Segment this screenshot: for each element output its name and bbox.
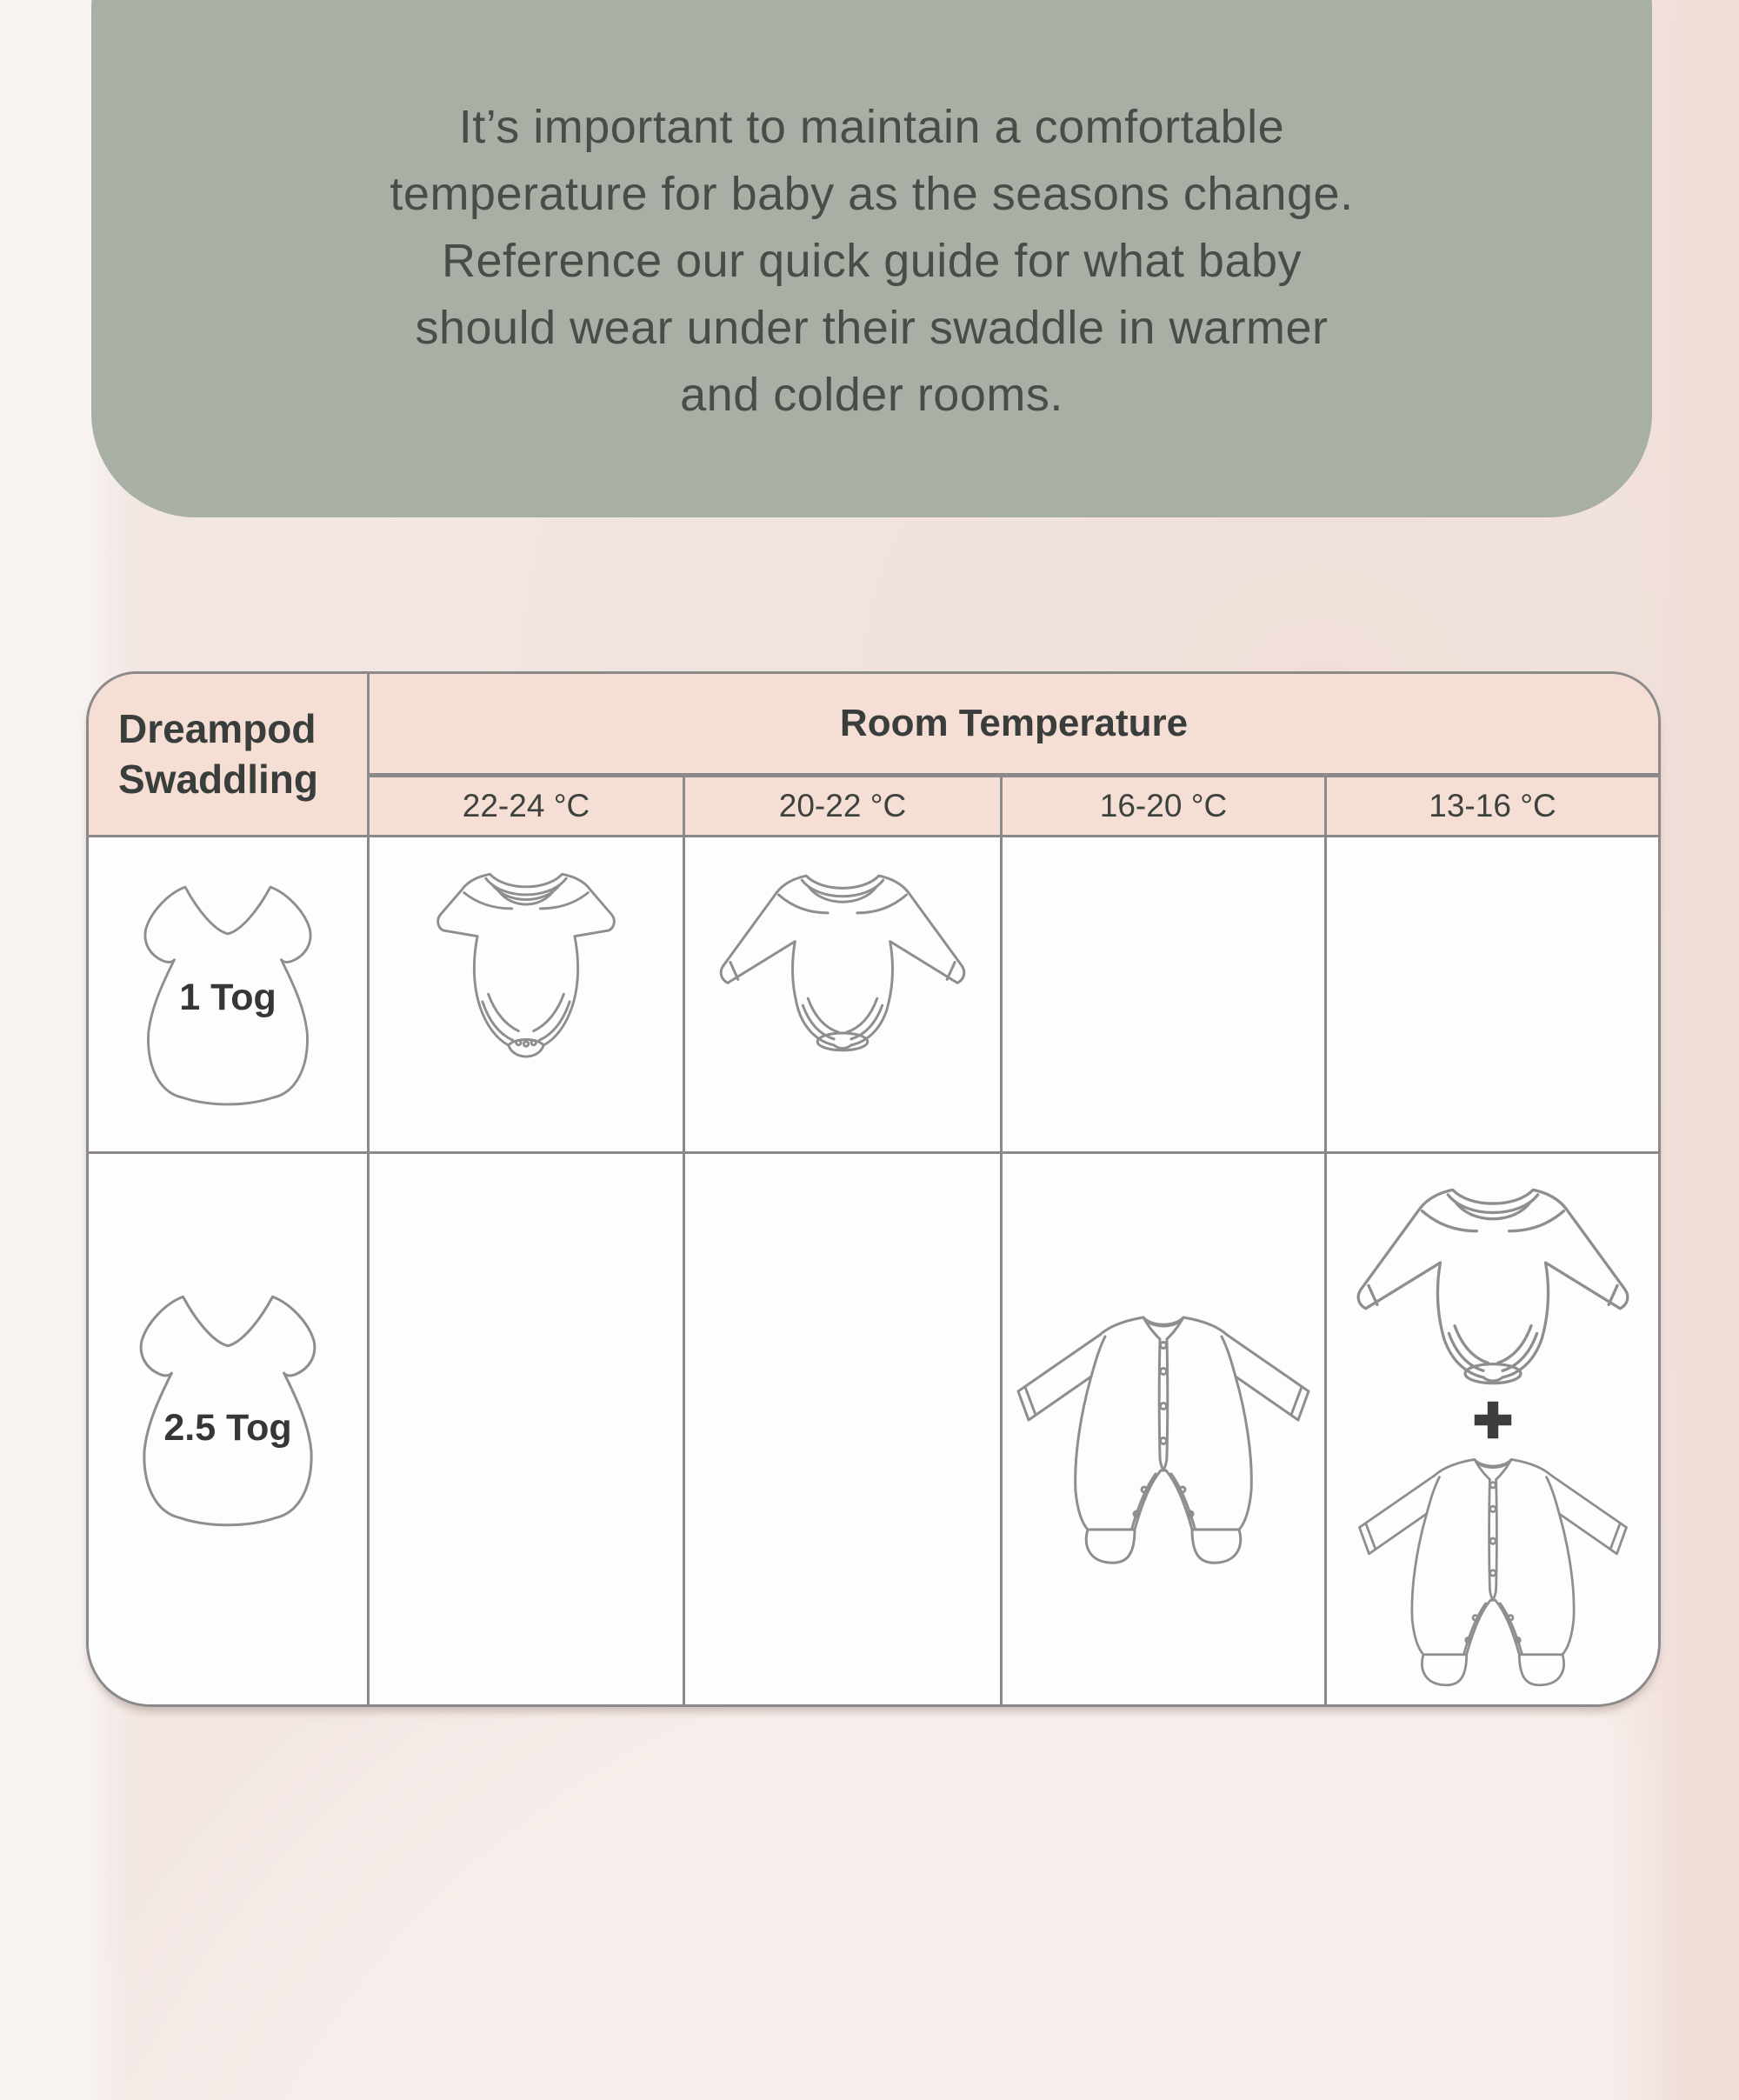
cell-2-5tog-20-22 <box>685 1154 1003 1704</box>
corner-header-label: Dreampod Swaddling <box>118 705 318 802</box>
corner-header-cell <box>89 674 370 837</box>
footed-sleepsuit-icon <box>1353 1443 1633 1691</box>
cell-1tog-20-22 <box>685 837 1003 1154</box>
column-header-label: 22-24 °C <box>462 788 590 823</box>
tog-label: 2.5 Tog <box>163 1407 292 1450</box>
cell-1tog-22-24 <box>370 837 685 1154</box>
column-header-20-22 <box>685 777 1003 837</box>
column-header-label: 13-16 °C <box>1429 788 1556 823</box>
intro-line: should wear under their swaddle in warmer <box>415 302 1329 354</box>
column-header-13-16 <box>1327 777 1658 837</box>
column-header-label: 16-20 °C <box>1099 788 1228 823</box>
footed-sleepsuit-icon <box>1011 1300 1316 1570</box>
intro-line: temperature for baby as the seasons change. <box>390 168 1354 220</box>
room-temperature-label: Room Temperature <box>839 702 1189 744</box>
cell-2-5tog-22-24 <box>370 1154 685 1704</box>
swaddle-1tog <box>142 883 314 1110</box>
long-sleeve-bodysuit-icon <box>713 863 972 1063</box>
room-temperature-header <box>370 674 1658 777</box>
cell-1tog-13-16 <box>1327 837 1658 1154</box>
swaddle-temperature-table <box>86 671 1661 1707</box>
intro-line: and colder rooms. <box>680 369 1063 421</box>
swaddle-2-5tog <box>137 1293 318 1530</box>
column-header-16-20 <box>1003 777 1327 837</box>
cell-2-5tog-13-16 <box>1327 1154 1658 1704</box>
cell-2-5tog-16-20 <box>1003 1154 1327 1704</box>
column-header-label: 20-22 °C <box>778 788 907 823</box>
row1-swaddle-cell <box>89 837 370 1154</box>
intro-text <box>126 94 1617 429</box>
plus-icon <box>1473 1400 1513 1440</box>
intro-line: It’s important to maintain a comfortable <box>458 101 1285 153</box>
long-sleeve-bodysuit-icon <box>1349 1177 1636 1397</box>
intro-line: Reference our quick guide for what baby <box>441 235 1303 287</box>
column-header-22-24 <box>370 777 685 837</box>
row2-swaddle-cell <box>89 1154 370 1704</box>
short-sleeve-bodysuit-icon <box>430 859 623 1069</box>
intro-card <box>91 0 1652 517</box>
tog-label: 1 Tog <box>179 976 277 1018</box>
cell-1tog-16-20 <box>1003 837 1327 1154</box>
